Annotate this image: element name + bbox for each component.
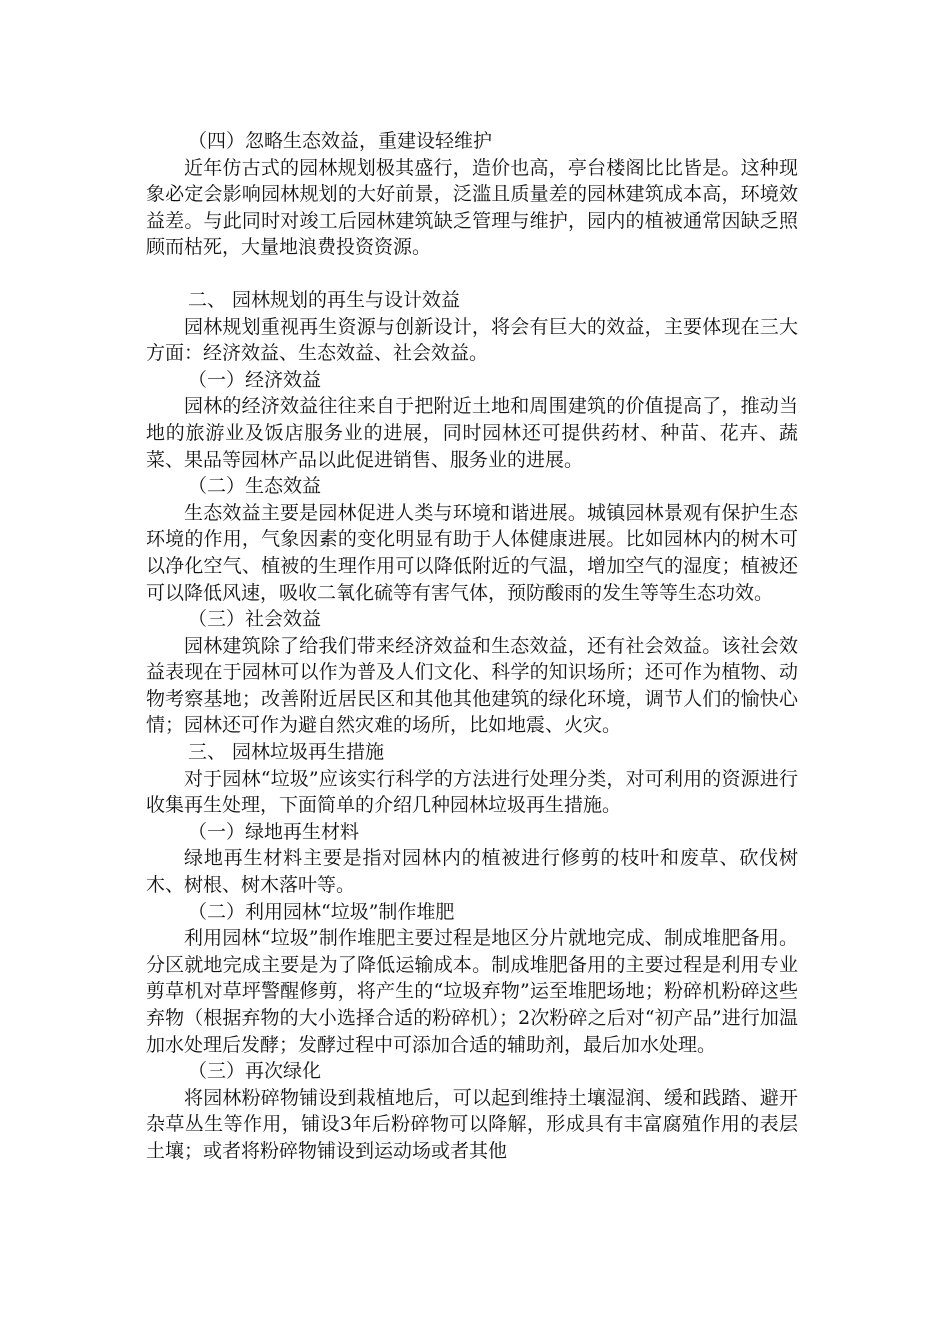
subheading-compost: （二）利用园林“垃圾”制作堆肥 [188,900,455,923]
section-title-2: 二、 园林规划的再生与设计效益 [188,288,461,311]
subheading-green-materials: （一）绿地再生材料 [188,820,360,843]
section-title-3: 三、 园林垃圾再生措施 [188,741,385,764]
subheading-ecological: （二）生态效益 [188,475,322,498]
paragraph-regreening: 将园林粉碎物铺设到栽植地后，可以起到维持土壤湿润、缓和践踏、避开杂草丛生等作用，铺设3年后粉碎物可以降解，形成具有丰富腐殖作用的表层土壤；或者将粉碎物铺设到运动场或者其他 [146,1086,798,1162]
document-page [146,128,798,1165]
paragraph-waste-intro: 对于园林“垃圾”应该实行科学的方法进行处理分类，对可利用的资源进行收集再生处理，下面简单的介绍几种园林垃圾再生措施。 [146,767,798,817]
subheading-social: （三）社会效益 [188,608,322,631]
paragraph-economic: 园林的经济效益往往来自于把附近土地和周围建筑的价值提高了，推动当地的旅游业及饭店服务业的进展，同时园林还可提供药材、种苗、花卉、蔬菜、果品等园林产品以此促进销售、服务业的进展。 [146,395,798,471]
paragraph-benefits-intro: 园林规划重视再生资源与创新设计，将会有巨大的效益，主要体现在三大方面：经济效益、生态效益、社会效益。 [146,315,798,365]
paragraph-compost: 利用园林“垃圾”制作堆肥主要过程是地区分片就地完成、制成堆肥备用。分区就地完成主要是为了降低运输成本。制成堆肥备用的主要过程是利用专业剪草机对草坪警醒修剪，将产生的“垃圾弃物”运至堆肥场地；粉碎机粉碎这些弃物（根据弃物的大小选择合适的粉碎机）；2次粉碎之后对“初产品”进行加温加水处理后发酵；发酵过程中可添加合适的辅助剂，最后加水处理。 [146,927,798,1056]
subheading-neglect-ecology: （四）忽略生态效益，重建设轻维护 [188,130,493,152]
paragraph-green-materials: 绿地再生材料主要是指对园林内的植被进行修剪的枝叶和废草、砍伐树木、树根、树木落叶等。 [146,847,798,897]
paragraph-gap [146,261,798,287]
subheading-economic: （一）经济效益 [188,368,322,391]
paragraph-antique-gardens: 近年仿古式的园林规划极其盛行，造价也高，亭台楼阁比比皆是。这种现象必定会影响园林规划的大好前景，泛滥且质量差的园林建筑成本高，环境效益差。与此同时对竣工后园林建筑缺乏管理与维护，园内的植被通常因缺乏照顾而枯死，大量地浪费投资资源。 [146,156,798,259]
paragraph-ecological: 生态效益主要是园林促进人类与环境和谐进展。城镇园林景观有保护生态环境的作用，气象因素的变化明显有助于人体健康进展。比如园林内的树木可以净化空气、植被的生理作用可以降低附近的气温，增加空气的湿度；植被还可以降低风速，吸收二氧化硫等有害气体，预防酸雨的发生等等生态功效。 [146,501,798,604]
subheading-regreening: （三）再次绿化 [188,1060,322,1083]
paragraph-social: 园林建筑除了给我们带来经济效益和生态效益，还有社会效益。该社会效益表现在于园林可以作为普及人们文化、科学的知识场所；还可作为植物、动物考察基地；改善附近居民区和其他其他建筑的绿化环境，调节人们的愉快心情；园林还可作为避自然灾难的场所，比如地震、火灾。 [146,634,798,737]
